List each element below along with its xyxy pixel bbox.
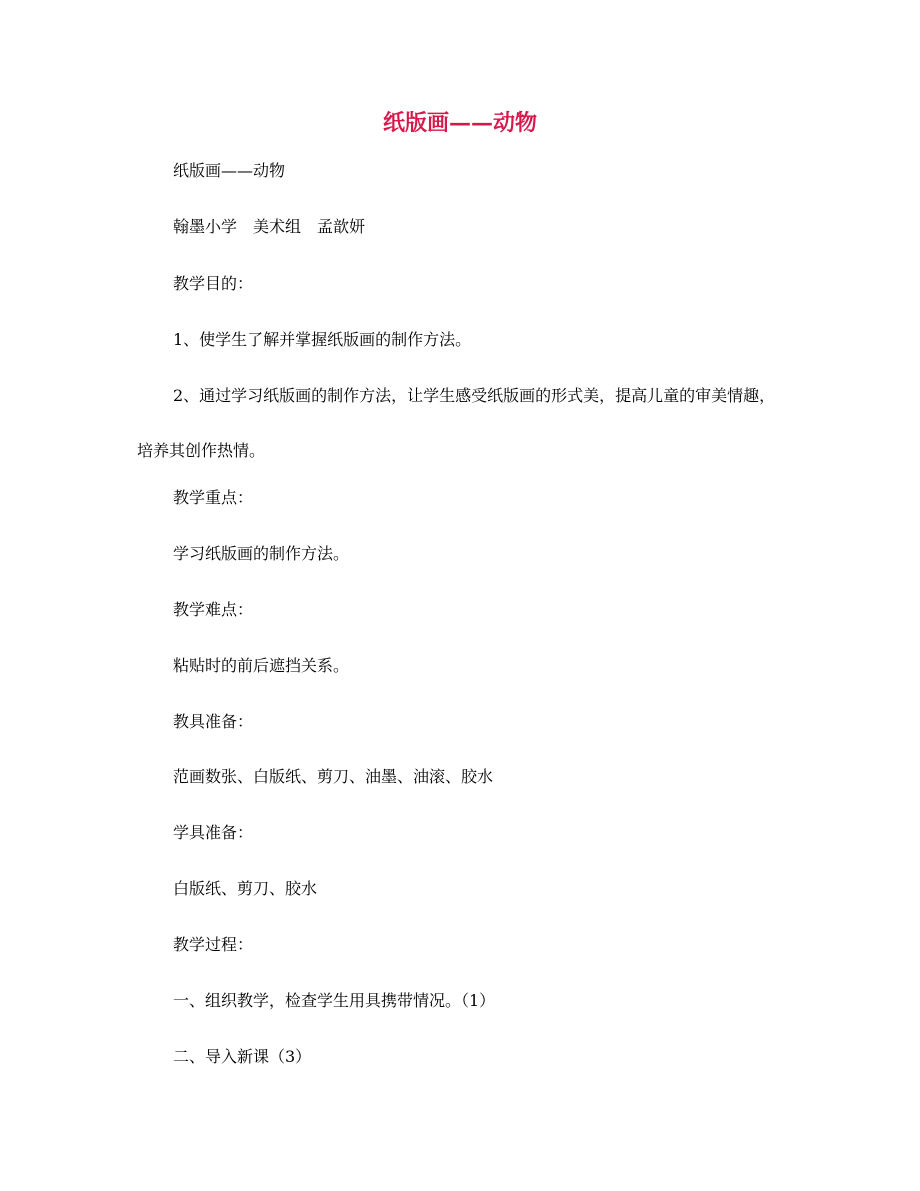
paragraph-student-materials: 白版纸、剪刀、胶水 — [173, 879, 318, 898]
paragraph-author: 翰墨小学 美术组 孟歆妍 — [173, 217, 366, 236]
paragraph-process-step-2: 二、导入新课（3） — [173, 1047, 312, 1066]
paragraph-subtitle: 纸版画——动物 — [173, 161, 286, 180]
heading-teaching-process: 教学过程： — [173, 935, 254, 954]
paragraph-difficulty: 粘贴时的前后遮挡关系。 — [173, 656, 350, 675]
heading-difficulties: 教学难点： — [173, 600, 254, 619]
heading-key-points: 教学重点： — [173, 488, 254, 507]
paragraph-key-point: 学习纸版画的制作方法。 — [173, 544, 350, 563]
heading-teaching-aids: 教具准备： — [173, 712, 254, 731]
heading-student-materials: 学具准备： — [173, 823, 254, 842]
paragraph-objective-1: 1、使学生了解并掌握纸版画的制作方法。 — [173, 330, 472, 349]
paragraph-process-step-1: 一、组织教学，检查学生用具携带情况。（1） — [173, 991, 496, 1010]
paragraph-teaching-aids: 范画数张、白版纸、剪刀、油墨、油滚、胶水 — [173, 767, 494, 786]
document-title: 纸版画——动物 — [382, 110, 537, 136]
heading-objectives: 教学目的： — [173, 274, 254, 293]
paragraph-objective-2: 2、通过学习纸版画的制作方法，让学生感受纸版画的形式美，提高儿童的审美情趣，培养其创作热情。 — [137, 386, 776, 460]
